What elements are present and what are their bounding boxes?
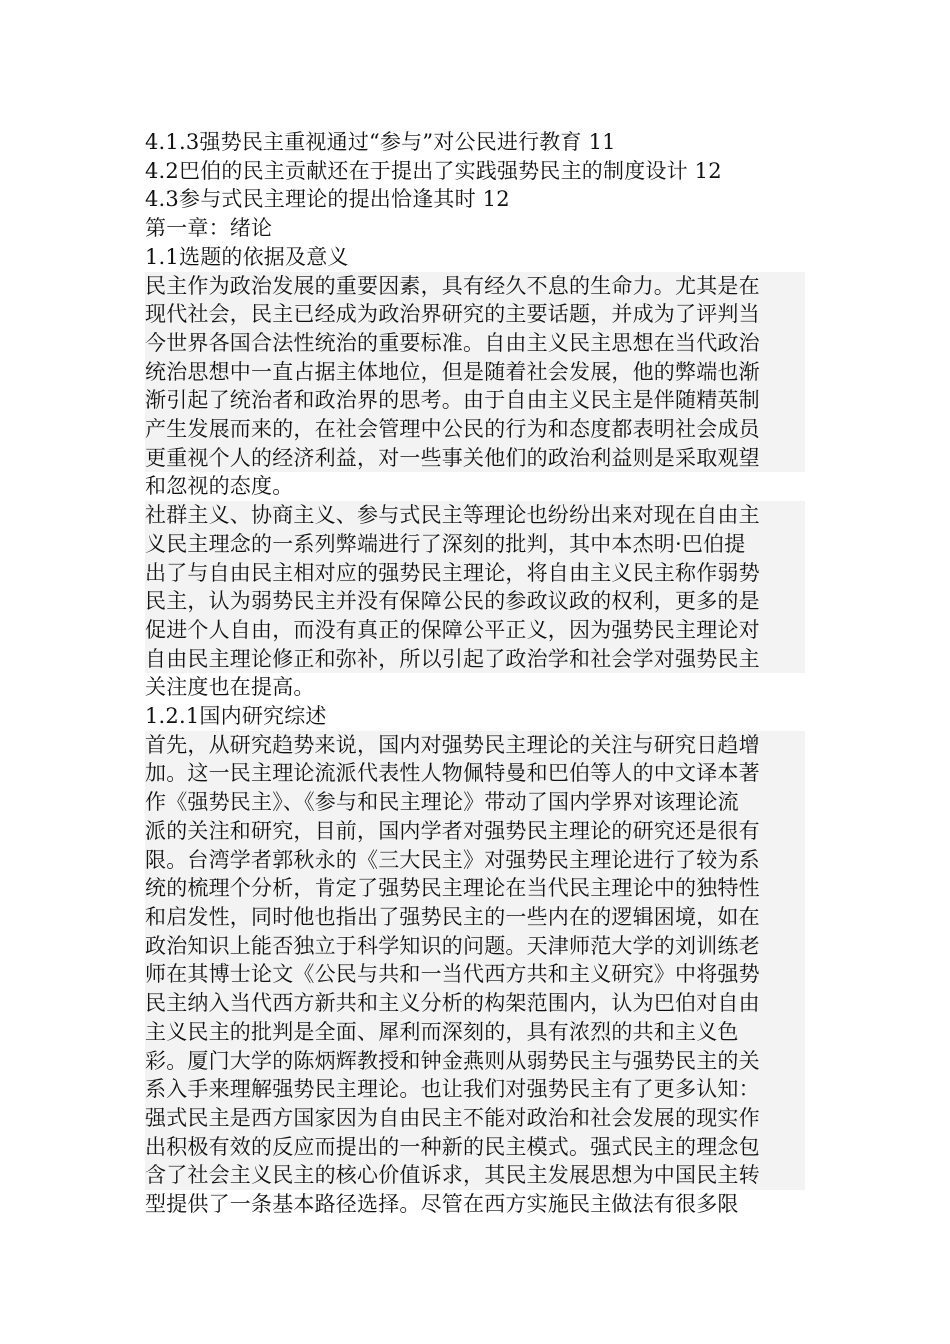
toc-entry-4-2: 4.2巴伯的民主贡献还在于提出了实践强势民主的制度设计 12	[145, 158, 722, 183]
section-heading-1-2-1: 1.2.1国内研究综述	[145, 704, 327, 729]
paragraph-line: 统的梳理个分析，肯定了强势民主理论在当代民主理论中的独特性	[145, 874, 805, 903]
paragraph-1	[145, 272, 805, 502]
paragraph-3	[145, 731, 805, 1219]
paragraph-line: 含了社会主义民主的核心价值诉求，其民主发展思想为中国民主转	[145, 1161, 805, 1190]
paragraph-line: 促进个人自由，而没有真正的保障公平正义，因为强势民主理论对	[145, 616, 805, 645]
paragraph-line: 义民主理念的一系列弊端进行了深刻的批判，其中本杰明·巴伯提	[145, 530, 805, 559]
paragraph-line: 师在其博士论文《公民与共和一当代西方共和主义研究》中将强势	[145, 960, 805, 989]
paragraph-line: 更重视个人的经济利益，对一些事关他们的政治利益则是采取观望	[145, 444, 805, 473]
paragraph-line: 限。台湾学者郭秋永的《三大民主》对强势民主理论进行了较为系	[145, 846, 805, 875]
paragraph-line: 派的关注和研究，目前，国内学者对强势民主理论的研究还是很有	[145, 817, 805, 846]
paragraph-line: 型提供了一条基本路径选择。尽管在西方实施民主做法有很多限	[145, 1192, 739, 1217]
paragraph-line: 作《强势民主》、《参与和民主理论》带动了国内学界对该理论流	[145, 788, 805, 817]
paragraph-line: 关注度也在提高。	[145, 675, 315, 700]
paragraph-line: 主义民主的批判是全面、犀利而深刻的，具有浓烈的共和主义色	[145, 1018, 805, 1047]
paragraph-line: 系入手来理解强势民主理论。也让我们对强势民主有了更多认知：	[145, 1075, 805, 1104]
paragraph-line: 产生发展而来的，在社会管理中公民的行为和态度都表明社会成员	[145, 415, 805, 444]
paragraph-line: 彩。厦门大学的陈炳辉教授和钟金燕则从弱势民主与强势民主的关	[145, 1047, 805, 1076]
toc-entry-4-3: 4.3参与式民主理论的提出恰逢其时 12	[145, 187, 510, 212]
paragraph-line: 社群主义、协商主义、参与式民主等理论也纷纷出来对现在自由主	[145, 501, 805, 530]
section-heading-1-1: 1.1选题的依据及意义	[145, 244, 349, 269]
paragraph-line: 民主纳入当代西方新共和主义分析的构架范围内，认为巴伯对自由	[145, 989, 805, 1018]
paragraph-line: 政治知识上能否独立于科学知识的问题。天津师范大学的刘训练老	[145, 932, 805, 961]
paragraph-line: 出了与自由民主相对应的强势民主理论，将自由主义民主称作弱势	[145, 559, 805, 588]
paragraph-line: 民主作为政治发展的重要因素，具有经久不息的生命力。尤其是在	[145, 272, 805, 301]
paragraph-line: 渐引起了统治者和政治界的思考。由于自由主义民主是伴随精英制	[145, 386, 805, 415]
paragraph-line: 强式民主是西方国家因为自由民主不能对政治和社会发展的现实作	[145, 1104, 805, 1133]
paragraph-line: 和启发性，同时他也指出了强势民主的一些内在的逻辑困境，如在	[145, 903, 805, 932]
paragraph-line: 统治思想中一直占据主体地位，但是随着社会发展，他的弊端也渐	[145, 358, 805, 387]
paragraph-line: 民主，认为弱势民主并没有保障公民的参政议政的权利，更多的是	[145, 587, 805, 616]
toc-entry-4-1-3: 4.1.3强势民主重视通过“参与”对公民进行教育 11	[145, 130, 616, 154]
paragraph-line: 现代社会，民主已经成为政治界研究的主要话题，并成为了评判当	[145, 300, 805, 329]
paragraph-line: 加。这一民主理论流派代表性人物佩特曼和巴伯等人的中文译本著	[145, 759, 805, 788]
paragraph-line: 出积极有效的反应而提出的一种新的民主模式。强式民主的理念包	[145, 1133, 805, 1162]
paragraph-line: 首先，从研究趋势来说，国内对强势民主理论的关注与研究日趋增	[145, 731, 805, 760]
paragraph-line: 自由民主理论修正和弥补，所以引起了政治学和社会学对强势民主	[145, 645, 805, 674]
chapter-title: 第一章：绪论	[145, 216, 273, 241]
paragraph-2	[145, 501, 805, 702]
paragraph-line: 和忽视的态度。	[145, 474, 294, 499]
document-body	[145, 128, 805, 1219]
paragraph-line: 今世界各国合法性统治的重要标准。自由主义民主思想在当代政治	[145, 329, 805, 358]
